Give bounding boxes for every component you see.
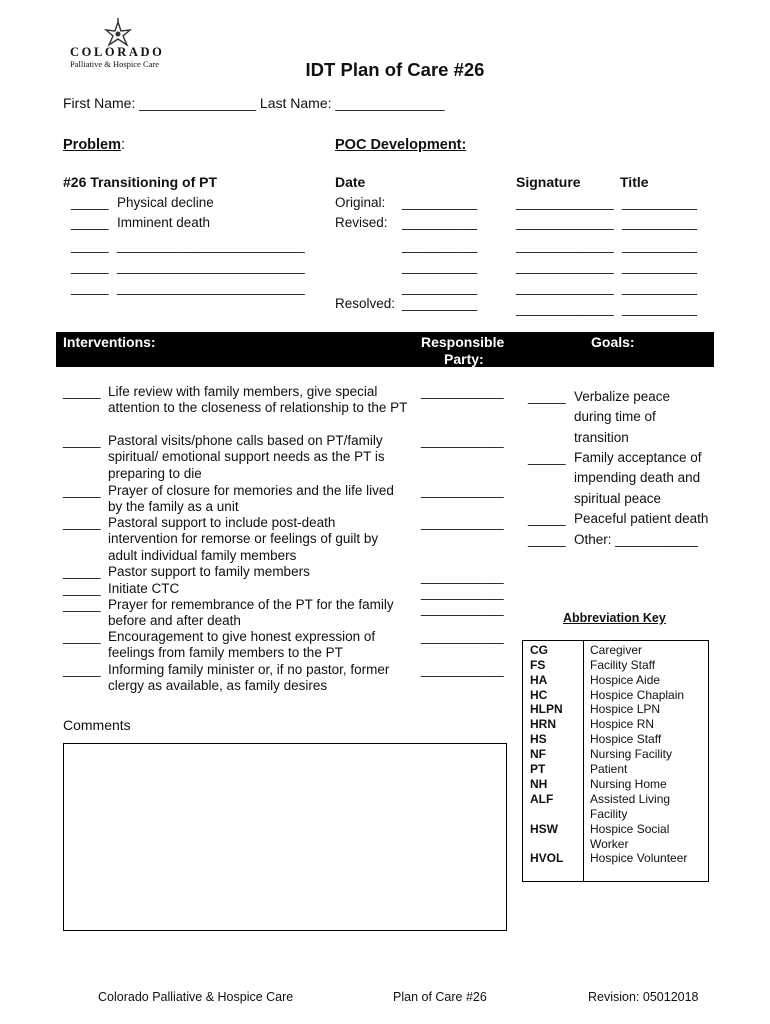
comments-label: Comments xyxy=(63,717,131,733)
abbr-name: Facility Staff xyxy=(590,658,656,672)
abbr-code: HVOL xyxy=(530,851,564,865)
goal-other-field[interactable]: Other: ___________ xyxy=(574,532,698,547)
intervention-check[interactable]: _____ xyxy=(63,433,101,448)
abbr-name: Hospice Social Worker xyxy=(590,822,670,851)
intervention-check[interactable]: _____ xyxy=(63,629,101,644)
poc-date-field[interactable]: __________ xyxy=(402,215,478,230)
problem-heading: Problem: xyxy=(63,137,126,153)
logo-wordmark: COLORADO xyxy=(70,45,165,59)
goal-check[interactable]: _____ xyxy=(528,389,566,404)
responsible-party-field[interactable]: ___________ xyxy=(421,585,504,600)
intervention-check[interactable]: _____ xyxy=(63,597,101,612)
intervention-item xyxy=(63,433,408,482)
goal-text: Peaceful patient death xyxy=(574,511,709,526)
footer-organization: Colorado Palliative & Hospice Care xyxy=(98,990,294,1004)
goal-check[interactable]: _____ xyxy=(528,532,566,547)
intervention-item xyxy=(63,581,408,597)
first-name-field[interactable]: _______________ xyxy=(139,95,257,111)
poc-row-label: Original: xyxy=(335,195,386,210)
responsible-party-field[interactable]: ___________ xyxy=(421,515,504,530)
responsible-party-field[interactable]: ___________ xyxy=(421,601,504,616)
abbr-name: Hospice RN xyxy=(590,717,655,731)
goals-header: Goals: xyxy=(591,334,635,350)
name-line xyxy=(63,95,444,111)
goal-item xyxy=(528,448,718,509)
abbreviation-key-table xyxy=(522,640,709,882)
abbr-name: Hospice Staff xyxy=(590,732,662,746)
problem-item[interactable]: _____ xyxy=(71,195,109,210)
problem-item[interactable]: _____ xyxy=(71,259,109,274)
responsible-party-field[interactable]: ___________ xyxy=(421,569,504,584)
poc-signature-field[interactable]: _____________ xyxy=(516,259,614,274)
intervention-text: Pastoral support to include post-death intervention for remorse or feelings of guilt by adult individual family members xyxy=(108,515,379,563)
last-name-label: Last Name: xyxy=(259,95,332,111)
date-header: Date xyxy=(335,174,366,190)
poc-date-field[interactable]: __________ xyxy=(402,296,478,311)
poc-date-field[interactable]: __________ xyxy=(402,259,478,274)
first-name-label: First Name: xyxy=(63,95,136,111)
abbr-code: HLPN xyxy=(530,702,563,716)
poc-heading: POC Development: xyxy=(335,137,467,153)
poc-title-field[interactable]: __________ xyxy=(622,215,698,230)
abbr-name: Assisted Living Facility xyxy=(590,792,671,821)
intervention-item xyxy=(63,597,408,630)
abbr-code: CG xyxy=(530,643,548,657)
poc-date-field[interactable]: __________ xyxy=(402,238,478,253)
abbr-code: HRN xyxy=(530,717,556,731)
abbr-code: ALF xyxy=(530,792,554,806)
problem-item-custom[interactable]: _________________________ xyxy=(117,280,305,295)
abbr-name: Nursing Home xyxy=(590,777,667,791)
problem-item-label: Imminent death xyxy=(117,215,211,230)
poc-title-field[interactable]: __________ xyxy=(622,280,698,295)
interventions-header: Interventions: xyxy=(63,334,156,350)
poc-title-field[interactable]: __________ xyxy=(622,259,698,274)
intervention-text: Pastoral visits/phone calls based on PT/family spiritual/ emotional support needs as the PT is preparing to die xyxy=(108,433,385,481)
poc-signature-field[interactable]: _____________ xyxy=(516,301,614,316)
problem-item[interactable]: _____ xyxy=(71,280,109,295)
problem-item-custom[interactable]: _________________________ xyxy=(117,259,305,274)
intervention-item xyxy=(63,662,408,695)
responsible-party-field[interactable]: ___________ xyxy=(421,384,504,399)
divider xyxy=(583,641,584,881)
interventions-header-bar xyxy=(56,332,714,367)
title-header: Title xyxy=(620,174,649,190)
intervention-item xyxy=(63,384,408,417)
responsible-party-field[interactable]: ___________ xyxy=(421,433,504,448)
intervention-text: Initiate CTC xyxy=(108,581,180,596)
intervention-text: Encouragement to give honest expression of feelings from family members to the PT xyxy=(108,629,376,661)
intervention-item xyxy=(63,564,408,580)
goal-text: Family acceptance of impending death and spiritual peace xyxy=(574,450,702,506)
poc-row-label: Resolved: xyxy=(335,296,396,311)
intervention-check[interactable]: _____ xyxy=(63,581,101,596)
footer-form-name: Plan of Care #26 xyxy=(393,990,487,1004)
poc-date-field[interactable]: __________ xyxy=(402,280,478,295)
poc-title-field[interactable]: __________ xyxy=(622,238,698,253)
poc-date-field[interactable]: __________ xyxy=(402,195,478,210)
responsible-header-party: Party: xyxy=(444,351,484,367)
poc-signature-field[interactable]: _____________ xyxy=(516,195,614,210)
intervention-check[interactable]: _____ xyxy=(63,384,101,399)
abbr-name: Hospice Chaplain xyxy=(590,688,685,702)
intervention-text: Pastor support to family members xyxy=(108,564,310,579)
logo-subtitle: Palliative & Hospice Care xyxy=(70,59,159,69)
abbr-name: Patient xyxy=(590,762,628,776)
problem-title: #26 Transitioning of PT xyxy=(63,174,218,190)
intervention-item xyxy=(63,483,408,516)
poc-signature-field[interactable]: _____________ xyxy=(516,238,614,253)
signature-header: Signature xyxy=(516,174,581,190)
intervention-item xyxy=(63,515,408,564)
abbr-code: HC xyxy=(530,688,548,702)
responsible-party-field[interactable]: ___________ xyxy=(421,483,504,498)
abbr-code: HA xyxy=(530,673,548,687)
poc-title-field[interactable]: __________ xyxy=(622,301,698,316)
abbr-code: FS xyxy=(530,658,546,672)
intervention-text: Informing family minister or, if no pastor, former clergy as available, as family desires xyxy=(108,662,390,694)
footer-revision: Revision: 05012018 xyxy=(588,990,699,1004)
intervention-text: Life review with family members, give special attention to the closeness of relationship to the PT xyxy=(108,384,408,416)
abbreviation-key-heading: Abbreviation Key xyxy=(563,611,666,625)
poc-signature-field[interactable]: _____________ xyxy=(516,280,614,295)
poc-signature-field[interactable]: _____________ xyxy=(516,215,614,230)
problem-item-custom[interactable]: _________________________ xyxy=(117,238,305,253)
abbr-name: Nursing Facility xyxy=(590,747,673,761)
responsible-header: Responsible xyxy=(421,334,505,350)
problem-item[interactable]: _____ xyxy=(71,238,109,253)
abbr-name: Hospice Aide xyxy=(590,673,661,687)
abbr-code: NH xyxy=(530,777,548,791)
abbr-name: Hospice LPN xyxy=(590,702,661,716)
comments-field[interactable] xyxy=(63,743,507,931)
abbr-code: HS xyxy=(530,732,547,746)
intervention-check[interactable]: _____ xyxy=(63,515,101,530)
goal-check[interactable]: _____ xyxy=(528,511,566,526)
problem-item-label: Physical decline xyxy=(117,195,214,210)
page-title: IDT Plan of Care #26 xyxy=(305,59,485,80)
abbr-code: PT xyxy=(530,762,546,776)
abbr-name: Hospice Volunteer xyxy=(590,851,688,865)
poc-title-field[interactable]: __________ xyxy=(622,195,698,210)
goal-item xyxy=(528,509,718,529)
abbr-code: NF xyxy=(530,747,546,761)
abbr-code: HSW xyxy=(530,822,558,836)
intervention-item xyxy=(63,629,408,662)
intervention-check[interactable]: _____ xyxy=(63,662,101,677)
last-name-field[interactable]: ______________ xyxy=(335,95,445,111)
goal-check[interactable]: _____ xyxy=(528,450,566,465)
goal-item xyxy=(528,387,718,448)
abbr-name: Caregiver xyxy=(590,643,643,657)
intervention-text: Prayer of closure for memories and the life lived by the family as a unit xyxy=(108,483,394,515)
poc-row-label: Revised: xyxy=(335,215,388,230)
responsible-party-field[interactable]: ___________ xyxy=(421,662,504,677)
intervention-check[interactable]: _____ xyxy=(63,564,101,579)
responsible-party-field[interactable]: ___________ xyxy=(421,629,504,644)
problem-item[interactable]: _____ xyxy=(71,215,109,230)
goal-text: Verbalize peace during time of transition xyxy=(574,389,671,445)
intervention-check[interactable]: _____ xyxy=(63,483,101,498)
goal-item xyxy=(528,530,718,550)
intervention-text: Prayer for remembrance of the PT for the family before and after death xyxy=(108,597,394,629)
